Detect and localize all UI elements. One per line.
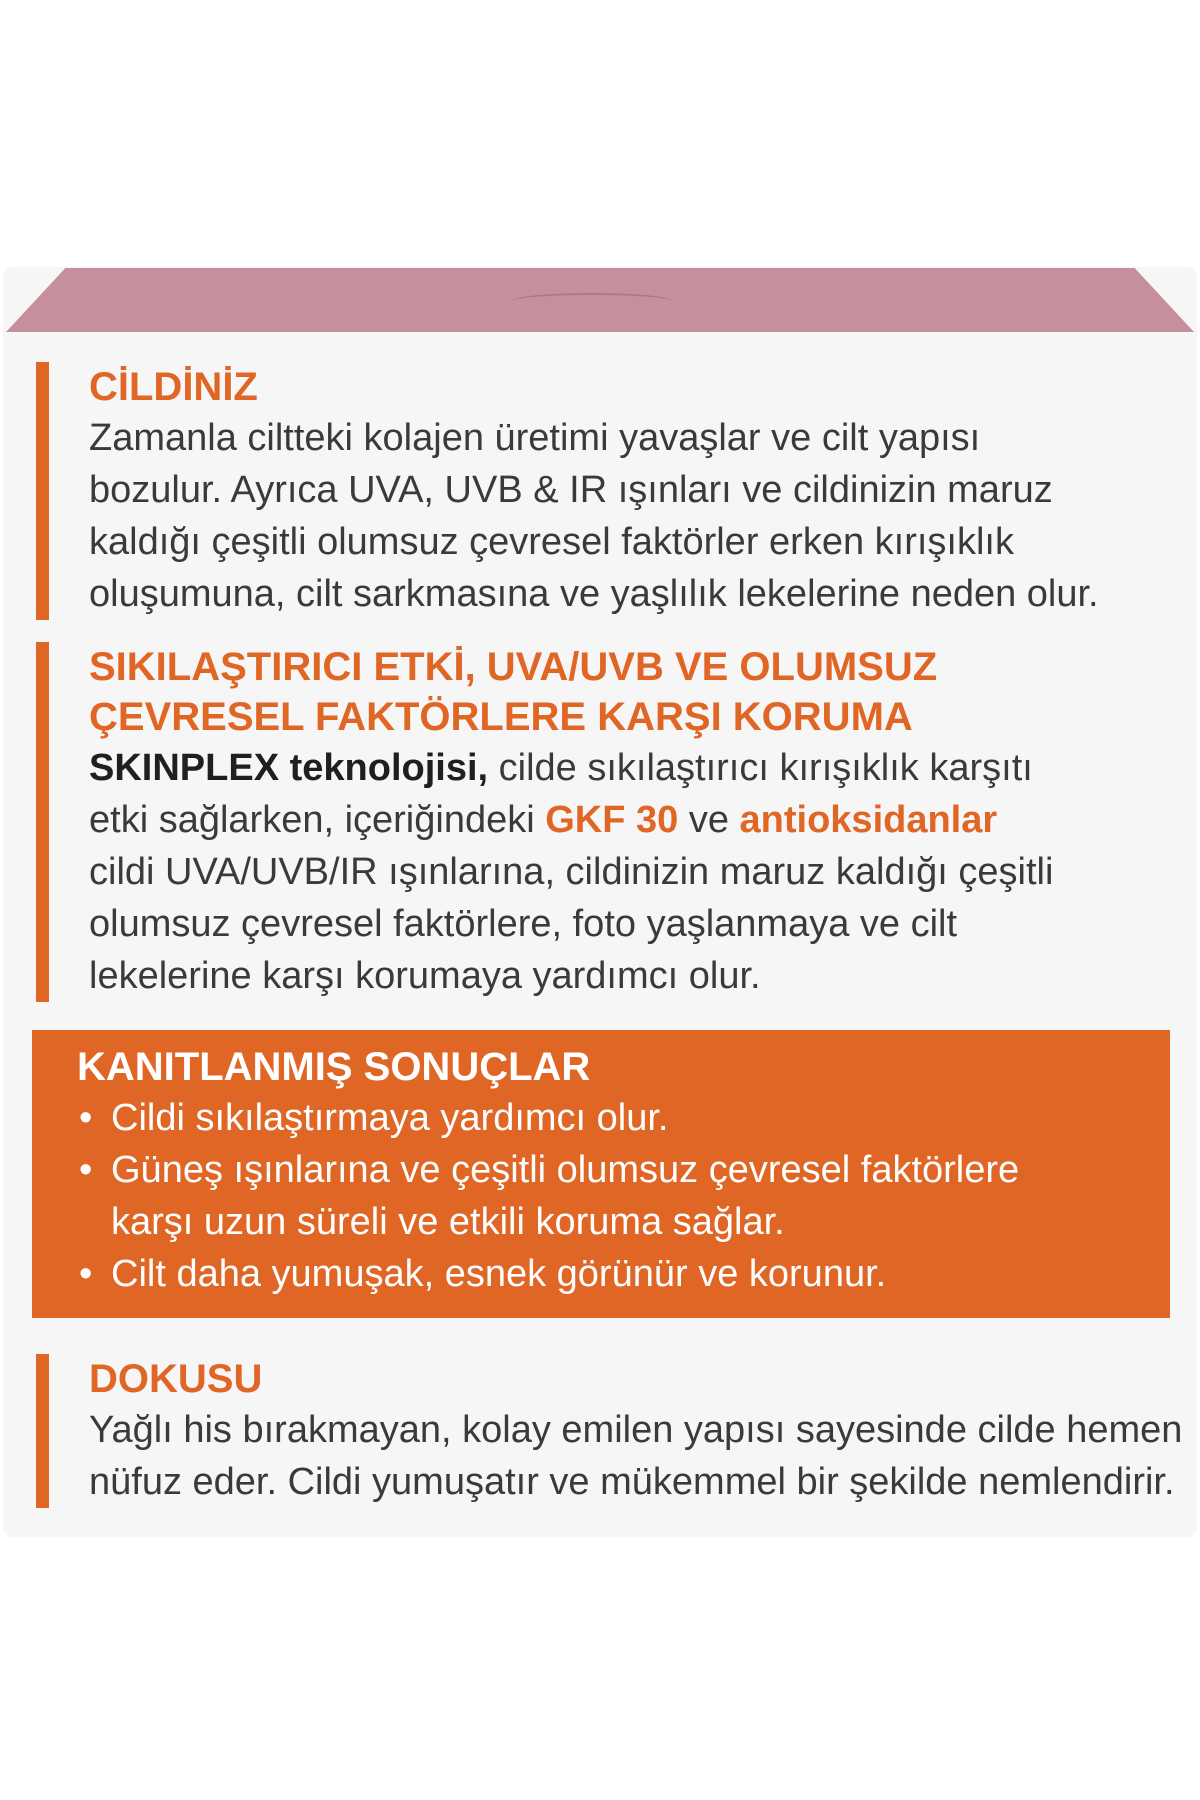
result-text: Güneş ışınlarına ve çeşitli olumsuz çevresel faktörlere [111,1149,1020,1191]
results-list [77,1092,1170,1300]
protection-title [89,642,1053,742]
texture-title: DOKUSU [89,1357,263,1401]
protection-body [89,742,1053,1002]
protection-text: cilde sıkılaştırıcı kırışıklık karşıtı [488,747,1033,789]
list-item [77,1092,1170,1144]
results-panel [32,1030,1170,1318]
protection-text: etki sağlarken, içeriğindeki [89,799,546,841]
lid-embossed-mark [512,293,672,309]
bullet-icon: • [79,1097,93,1139]
result-text: Cildi sıkılaştırmaya yardımcı olur. [111,1097,669,1139]
protection-line: olumsuz çevresel faktörlere, foto yaşlanmaya ve cilt [89,903,958,945]
texture-line: Yağlı his bırakmayan, kolay emilen yapısı sayesinde cilde hemen [89,1409,1183,1451]
protection-line [89,742,1053,794]
skin-section [36,362,1099,620]
skin-line: oluşumuna, cilt sarkmasına ve yaşlılık lekelerine neden olur. [89,573,1099,615]
antioxidant-term: antioksidanlar [739,799,998,841]
results-title: KANITLANMIŞ SONUÇLAR [77,1045,591,1089]
protection-text: ve [678,799,740,841]
skin-line: Zamanla ciltteki kolajen üretimi yavaşlar ve cilt yapısı [89,417,981,459]
protection-line: lekelerine karşı korumaya yardımcı olur. [89,955,761,997]
protection-line [89,794,1053,846]
texture-body [89,1404,1182,1508]
protection-title-line: ÇEVRESEL FAKTÖRLERE KARŞI KORUMA [89,695,913,739]
texture-section [36,1354,1182,1508]
texture-line: nüfuz eder. Cildi yumuşatır ve mükemmel bir şekilde nemlendirir. [89,1461,1175,1503]
gkf-term: GKF 30 [545,799,679,841]
result-text: Cilt daha yumuşak, esnek görünür ve korunur. [111,1253,887,1295]
protection-line: cildi UVA/UVB/IR ışınlarına, cildinizin maruz kaldığı çeşitli [89,851,1054,893]
list-item [77,1144,1170,1196]
bullet-icon: • [79,1253,93,1295]
bullet-icon: • [79,1149,93,1191]
result-text: karşı uzun süreli ve etkili koruma sağlar. [111,1201,785,1243]
skinplex-term: SKINPLEX teknolojisi, [89,747,489,789]
protection-section [36,642,1053,1002]
skin-line: kaldığı çeşitli olumsuz çevresel faktörler erken kırışıklık [89,521,1014,563]
skin-title: CİLDİNİZ [89,365,258,409]
list-item-continuation [77,1196,1170,1248]
skin-line: bozulur. Ayrıca UVA, UVB & IR ışınları ve cildinizin maruz [89,469,1053,511]
skin-body [89,412,1099,620]
protection-title-line: SIKILAŞTIRICI ETKİ, UVA/UVB VE OLUMSUZ [89,645,938,689]
list-item [77,1248,1170,1300]
